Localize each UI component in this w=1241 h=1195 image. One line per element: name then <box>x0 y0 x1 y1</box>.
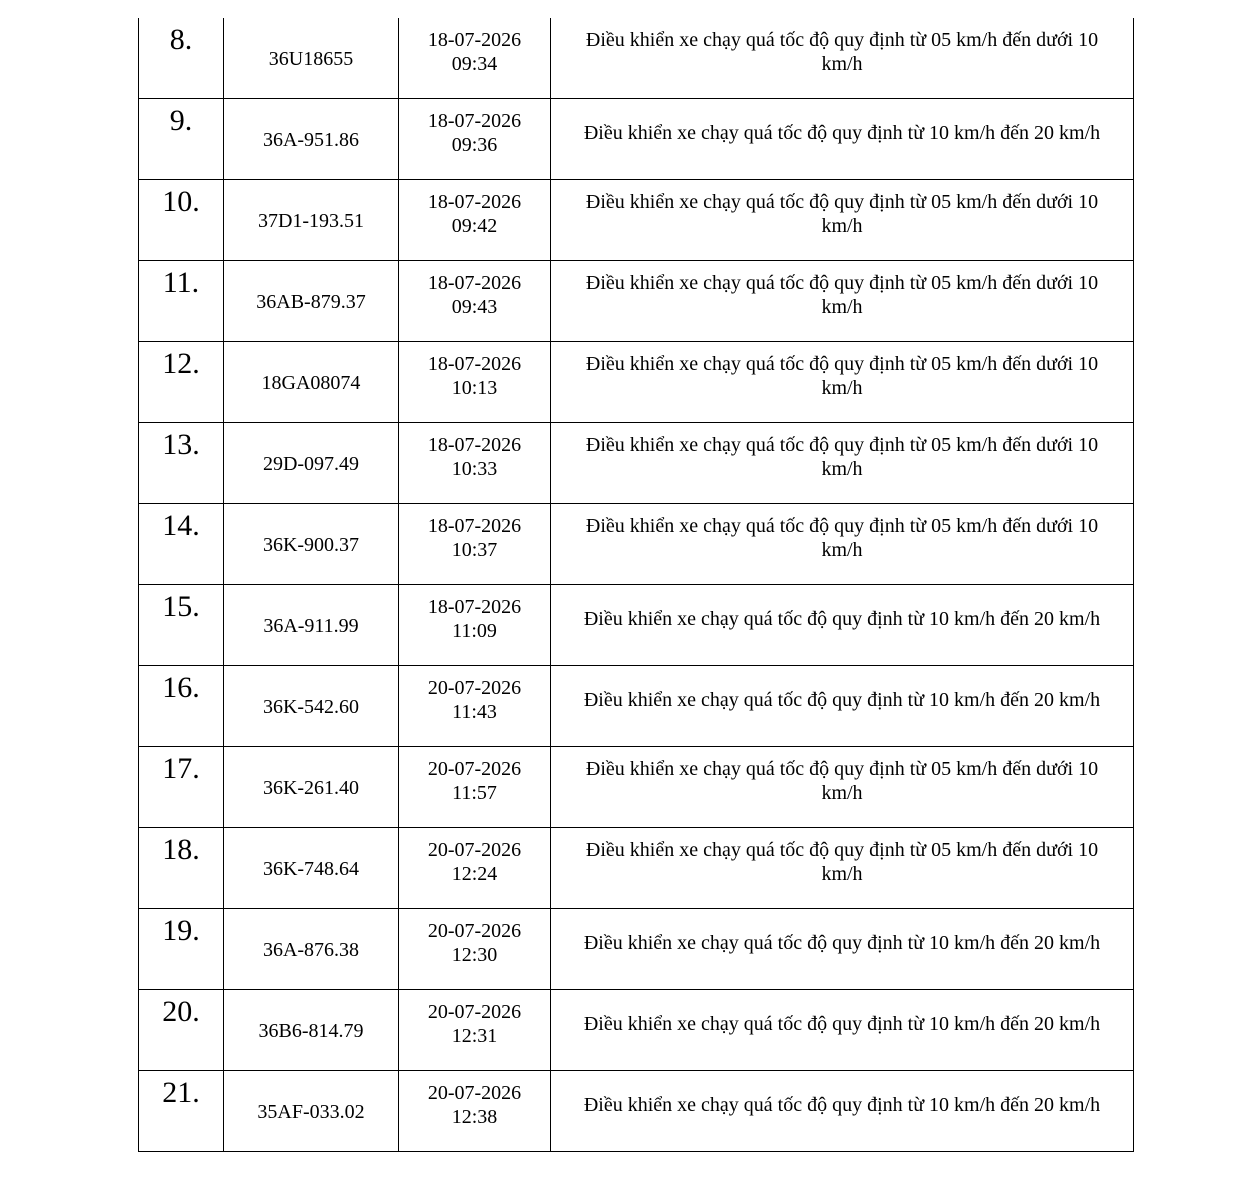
violation-time: 11:57 <box>452 782 497 804</box>
row-number: 21. <box>162 1076 200 1109</box>
table-row <box>139 423 1134 504</box>
datetime-cell <box>399 747 551 828</box>
plate-cell <box>224 666 399 747</box>
violation-cell <box>551 261 1134 342</box>
violation-datetime <box>399 1071 550 1129</box>
row-number: 17. <box>162 752 200 785</box>
violation-cell <box>551 1071 1134 1152</box>
violations-table <box>138 18 1134 1152</box>
license-plate: 36K-748.64 <box>262 858 360 880</box>
violation-date: 20-07-2026 <box>427 1001 522 1023</box>
plate-cell <box>224 585 399 666</box>
violation-date: 20-07-2026 <box>427 1082 522 1104</box>
violation-date: 20-07-2026 <box>427 920 522 942</box>
table-row <box>139 504 1134 585</box>
row-number: 19. <box>162 914 200 947</box>
row-number: 18. <box>162 833 200 866</box>
violation-description: Điều khiển xe chạy quá tốc độ quy định từ 10 km/h đến 20 km/h <box>583 689 1101 711</box>
violation-date: 18-07-2026 <box>427 434 522 456</box>
row-number: 14. <box>162 509 200 542</box>
datetime-cell <box>399 99 551 180</box>
row-number-cell <box>139 666 224 747</box>
license-plate: 36K-542.60 <box>262 696 360 718</box>
row-number-cell <box>139 828 224 909</box>
violation-cell <box>551 342 1134 423</box>
license-plate: 36A-876.38 <box>262 939 360 961</box>
violation-description: Điều khiển xe chạy quá tốc độ quy định từ 05 km/h đến dưới 10 km/h <box>585 758 1099 804</box>
row-number-cell <box>139 1071 224 1152</box>
violation-description: Điều khiển xe chạy quá tốc độ quy định từ 05 km/h đến dưới 10 km/h <box>585 272 1099 318</box>
violation-cell <box>551 828 1134 909</box>
violation-datetime <box>399 585 550 643</box>
license-plate: 36K-261.40 <box>262 777 360 799</box>
violation-description: Điều khiển xe chạy quá tốc độ quy định từ 10 km/h đến 20 km/h <box>583 1013 1101 1035</box>
violation-time: 10:33 <box>451 458 498 480</box>
violations-table-body <box>139 18 1134 1152</box>
plate-cell <box>224 747 399 828</box>
violation-datetime <box>399 180 550 238</box>
datetime-cell <box>399 180 551 261</box>
violation-date: 20-07-2026 <box>427 677 522 699</box>
violation-cell <box>551 666 1134 747</box>
violation-datetime <box>399 423 550 481</box>
license-plate: 36A-911.99 <box>263 615 359 637</box>
row-number-cell <box>139 180 224 261</box>
violation-time: 09:43 <box>451 296 498 318</box>
violation-cell <box>551 423 1134 504</box>
violation-date: 18-07-2026 <box>427 353 522 375</box>
row-number-cell <box>139 342 224 423</box>
row-number: 10. <box>162 185 200 218</box>
datetime-cell <box>399 1071 551 1152</box>
license-plate: 29D-097.49 <box>262 453 360 475</box>
violation-time: 12:24 <box>451 863 498 885</box>
violation-cell <box>551 747 1134 828</box>
violation-datetime <box>399 504 550 562</box>
violation-description: Điều khiển xe chạy quá tốc độ quy định từ 05 km/h đến dưới 10 km/h <box>585 191 1099 237</box>
violation-cell <box>551 18 1134 99</box>
row-number: 8. <box>169 23 193 56</box>
violation-datetime <box>399 990 550 1048</box>
license-plate: 36K-900.37 <box>262 534 360 556</box>
row-number: 11. <box>162 266 200 299</box>
violation-description: Điều khiển xe chạy quá tốc độ quy định từ 10 km/h đến 20 km/h <box>583 932 1101 954</box>
plate-cell <box>224 909 399 990</box>
violation-time: 11:09 <box>452 620 497 642</box>
plate-cell <box>224 180 399 261</box>
row-number-cell <box>139 909 224 990</box>
license-plate: 37D1-193.51 <box>257 210 365 232</box>
table-row <box>139 909 1134 990</box>
violation-date: 18-07-2026 <box>427 596 522 618</box>
license-plate: 36B6-814.79 <box>258 1020 364 1042</box>
row-number-cell <box>139 747 224 828</box>
violation-cell <box>551 504 1134 585</box>
violation-datetime <box>399 747 550 805</box>
plate-cell <box>224 261 399 342</box>
row-number-cell <box>139 99 224 180</box>
violation-date: 20-07-2026 <box>427 758 522 780</box>
datetime-cell <box>399 585 551 666</box>
plate-cell <box>224 18 399 99</box>
table-row <box>139 585 1134 666</box>
plate-cell <box>224 99 399 180</box>
violation-datetime <box>399 342 550 400</box>
violation-time: 12:38 <box>451 1106 498 1128</box>
datetime-cell <box>399 18 551 99</box>
violation-date: 18-07-2026 <box>427 110 522 132</box>
violation-description: Điều khiển xe chạy quá tốc độ quy định từ 05 km/h đến dưới 10 km/h <box>585 434 1099 480</box>
table-row <box>139 666 1134 747</box>
plate-cell <box>224 423 399 504</box>
violation-datetime <box>399 18 550 76</box>
row-number: 13. <box>162 428 200 461</box>
table-row <box>139 342 1134 423</box>
plate-cell <box>224 1071 399 1152</box>
row-number: 16. <box>162 671 200 704</box>
violation-datetime <box>399 909 550 967</box>
violation-cell <box>551 180 1134 261</box>
license-plate: 35AF-033.02 <box>257 1101 365 1123</box>
row-number-cell <box>139 585 224 666</box>
table-row <box>139 990 1134 1071</box>
datetime-cell <box>399 261 551 342</box>
violation-time: 11:43 <box>452 701 497 723</box>
violation-description: Điều khiển xe chạy quá tốc độ quy định từ 05 km/h đến dưới 10 km/h <box>585 29 1099 75</box>
datetime-cell <box>399 666 551 747</box>
row-number: 15. <box>162 590 200 623</box>
datetime-cell <box>399 909 551 990</box>
license-plate: 36U18655 <box>268 48 354 70</box>
violation-time: 09:34 <box>451 53 498 75</box>
table-row <box>139 18 1134 99</box>
row-number-cell <box>139 990 224 1071</box>
table-row <box>139 261 1134 342</box>
violation-time: 12:30 <box>451 944 498 966</box>
violation-cell <box>551 585 1134 666</box>
row-number-cell <box>139 261 224 342</box>
table-row <box>139 828 1134 909</box>
violation-time: 09:42 <box>451 215 498 237</box>
violation-time: 09:36 <box>451 134 498 156</box>
datetime-cell <box>399 423 551 504</box>
violation-description: Điều khiển xe chạy quá tốc độ quy định từ 05 km/h đến dưới 10 km/h <box>585 839 1099 885</box>
row-number: 9. <box>169 104 193 137</box>
violation-cell <box>551 990 1134 1071</box>
datetime-cell <box>399 828 551 909</box>
license-plate: 18GA08074 <box>261 372 361 394</box>
table-row <box>139 180 1134 261</box>
violation-datetime <box>399 666 550 724</box>
violation-datetime <box>399 261 550 319</box>
violation-date: 20-07-2026 <box>427 839 522 861</box>
plate-cell <box>224 990 399 1071</box>
table-row <box>139 99 1134 180</box>
violation-datetime <box>399 828 550 886</box>
row-number: 12. <box>162 347 200 380</box>
violation-cell <box>551 99 1134 180</box>
violation-datetime <box>399 99 550 157</box>
plate-cell <box>224 504 399 585</box>
datetime-cell <box>399 990 551 1071</box>
datetime-cell <box>399 504 551 585</box>
violation-date: 18-07-2026 <box>427 272 522 294</box>
plate-cell <box>224 828 399 909</box>
violation-time: 12:31 <box>451 1025 498 1047</box>
table-row <box>139 747 1134 828</box>
violation-cell <box>551 909 1134 990</box>
violation-time: 10:13 <box>451 377 498 399</box>
datetime-cell <box>399 342 551 423</box>
plate-cell <box>224 342 399 423</box>
violation-date: 18-07-2026 <box>427 191 522 213</box>
row-number: 20. <box>162 995 200 1028</box>
violation-description: Điều khiển xe chạy quá tốc độ quy định từ 10 km/h đến 20 km/h <box>583 1094 1101 1116</box>
violation-time: 10:37 <box>451 539 498 561</box>
license-plate: 36AB-879.37 <box>256 291 366 313</box>
violation-description: Điều khiển xe chạy quá tốc độ quy định từ 05 km/h đến dưới 10 km/h <box>585 515 1099 561</box>
violation-description: Điều khiển xe chạy quá tốc độ quy định từ 10 km/h đến 20 km/h <box>583 122 1101 144</box>
license-plate: 36A-951.86 <box>262 129 360 151</box>
row-number-cell <box>139 423 224 504</box>
violation-description: Điều khiển xe chạy quá tốc độ quy định từ 05 km/h đến dưới 10 km/h <box>585 353 1099 399</box>
violation-date: 18-07-2026 <box>427 515 522 537</box>
violation-date: 18-07-2026 <box>427 29 522 51</box>
violation-description: Điều khiển xe chạy quá tốc độ quy định từ 10 km/h đến 20 km/h <box>583 608 1101 630</box>
row-number-cell <box>139 18 224 99</box>
table-row <box>139 1071 1134 1152</box>
row-number-cell <box>139 504 224 585</box>
